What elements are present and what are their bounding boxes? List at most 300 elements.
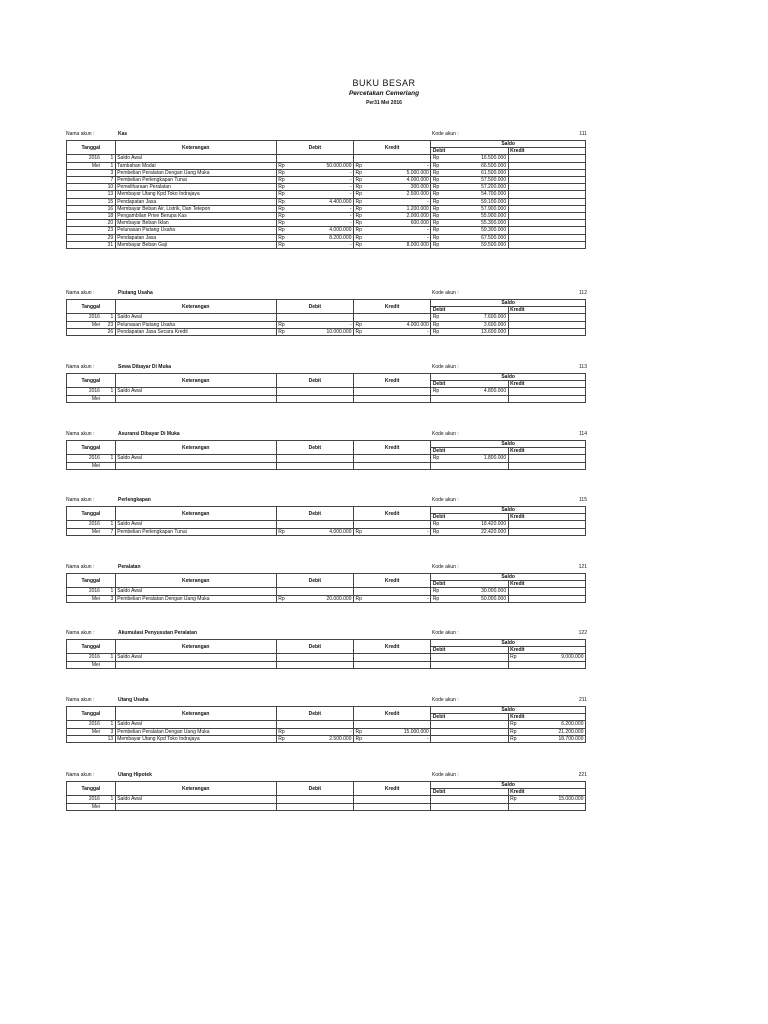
balance-credit-amount xyxy=(521,661,586,668)
credit-currency: Rp xyxy=(354,162,367,169)
balance-debit-currency: Rp xyxy=(431,388,444,395)
entry-day: 1 xyxy=(101,155,115,162)
entry-year-month: Mei xyxy=(67,462,102,469)
entry-year-month: 2016 xyxy=(67,521,102,528)
debit-amount: - xyxy=(289,169,354,176)
debit-amount: - xyxy=(289,241,354,248)
credit-amount: 4.000.000 xyxy=(366,321,431,328)
debit-currency xyxy=(276,588,289,595)
entry-day: 7 xyxy=(101,528,115,535)
balance-debit-header: Debit xyxy=(431,514,508,521)
table-row xyxy=(67,162,586,169)
balance-header: Saldo xyxy=(431,640,586,647)
ledger-table xyxy=(66,299,586,336)
entry-day: 1 xyxy=(101,521,115,528)
balance-credit-currency xyxy=(508,661,521,668)
balance-credit-header: Kredit xyxy=(508,647,585,654)
table-row xyxy=(67,455,586,462)
debit-currency: Rp xyxy=(276,220,289,227)
balance-credit-header: Kredit xyxy=(508,148,585,155)
debit-currency xyxy=(276,721,289,728)
account-name-label: Nama akun : xyxy=(66,697,95,703)
header-row xyxy=(67,640,586,647)
balance-debit-currency: Rp xyxy=(431,198,444,205)
balance-debit-currency: Rp xyxy=(431,321,444,328)
credit-currency: Rp xyxy=(354,728,367,735)
balance-credit-currency: Rp xyxy=(508,796,521,803)
credit-currency: Rp xyxy=(354,177,367,184)
account-code: 121 xyxy=(578,564,587,570)
balance-debit-amount: 3.600.000 xyxy=(444,321,509,328)
credit-currency xyxy=(354,455,367,462)
debit-amount: - xyxy=(289,205,354,212)
entry-day: 13 xyxy=(101,735,115,742)
entry-description: Saldo Awal xyxy=(115,796,276,803)
description-header: Keterangan xyxy=(115,141,276,155)
account-code-label: Kode akun : xyxy=(432,772,459,778)
ledger-account xyxy=(66,364,591,403)
balance-debit-currency: Rp xyxy=(431,528,444,535)
account-name-label: Nama akun : xyxy=(66,497,95,503)
account-code: 112 xyxy=(579,290,587,296)
balance-credit-currency xyxy=(508,198,521,205)
entry-year-month xyxy=(67,169,102,176)
debit-header: Debit xyxy=(276,574,353,588)
debit-amount xyxy=(289,803,354,810)
debit-currency: Rp xyxy=(276,169,289,176)
entry-day: 3 xyxy=(101,595,115,602)
balance-credit-currency xyxy=(508,455,521,462)
description-header: Keterangan xyxy=(115,441,276,455)
balance-debit-currency: Rp xyxy=(431,220,444,227)
debit-currency: Rp xyxy=(276,728,289,735)
description-header: Keterangan xyxy=(115,300,276,314)
debit-currency xyxy=(276,314,289,321)
balance-debit-currency: Rp xyxy=(431,328,444,335)
debit-amount xyxy=(289,721,354,728)
debit-amount xyxy=(289,796,354,803)
table-row xyxy=(67,169,586,176)
balance-debit-currency: Rp xyxy=(431,205,444,212)
debit-currency: Rp xyxy=(276,234,289,241)
entry-day: 1 xyxy=(101,455,115,462)
company-name: Percetakan Cemerlang xyxy=(348,90,420,97)
balance-credit-currency xyxy=(508,595,521,602)
debit-amount xyxy=(289,455,354,462)
account-code-label: Kode akun : xyxy=(432,364,459,370)
balance-debit-currency: Rp xyxy=(431,588,444,595)
credit-amount xyxy=(366,314,431,321)
credit-header: Kredit xyxy=(354,441,431,455)
credit-header: Kredit xyxy=(354,300,431,314)
credit-amount: - xyxy=(366,328,431,335)
table-row xyxy=(67,227,586,234)
balance-credit-header: Kredit xyxy=(508,307,585,314)
credit-amount: - xyxy=(366,595,431,602)
balance-credit-header: Kredit xyxy=(508,514,585,521)
entry-description: Saldo Awal xyxy=(115,155,276,162)
debit-currency: Rp xyxy=(276,328,289,335)
account-code-label: Kode akun : xyxy=(432,131,459,137)
entry-year-month: 2016 xyxy=(67,588,102,595)
entry-day: 1 xyxy=(101,588,115,595)
entry-description: Membayar Beban Air, Listrik, Dan Telepon xyxy=(115,205,276,212)
balance-debit-amount: 59.300.000 xyxy=(444,227,509,234)
description-header: Keterangan xyxy=(115,782,276,796)
balance-credit-amount xyxy=(521,314,586,321)
balance-debit-currency xyxy=(431,728,444,735)
ledger-table xyxy=(66,573,586,603)
credit-amount: 15.000.000 xyxy=(366,728,431,735)
entry-day: 1 xyxy=(101,796,115,803)
balance-debit-amount: 55.900.000 xyxy=(444,213,509,220)
header-row xyxy=(67,374,586,381)
entry-year-month: 2016 xyxy=(67,654,102,661)
entry-description: Saldo Awal xyxy=(115,654,276,661)
account-name-label: Nama akun : xyxy=(66,431,95,437)
ledger-table xyxy=(66,706,586,743)
debit-amount: 8.200.000 xyxy=(289,234,354,241)
balance-credit-header: Kredit xyxy=(508,714,585,721)
ledger-account xyxy=(66,431,591,470)
header-row xyxy=(67,441,586,448)
balance-credit-amount xyxy=(521,588,586,595)
debit-amount xyxy=(289,654,354,661)
entry-description: Pemeliharaan Peralatan xyxy=(115,184,276,191)
ledger-table xyxy=(66,140,586,249)
credit-currency xyxy=(354,314,367,321)
balance-credit-currency: Rp xyxy=(508,654,521,661)
date-header: Tanggal xyxy=(67,507,116,521)
balance-debit-currency xyxy=(431,462,444,469)
credit-amount: 1.200.000 xyxy=(366,205,431,212)
table-row xyxy=(67,395,586,402)
balance-credit-amount xyxy=(521,328,586,335)
entry-day: 29 xyxy=(101,234,115,241)
balance-debit-amount xyxy=(444,728,509,735)
debit-header: Debit xyxy=(276,441,353,455)
debit-amount: 20.000.000 xyxy=(289,595,354,602)
date-header: Tanggal xyxy=(67,441,116,455)
credit-currency: Rp xyxy=(354,227,367,234)
balance-credit-amount xyxy=(521,462,586,469)
table-row xyxy=(67,661,586,668)
table-row xyxy=(67,588,586,595)
balance-debit-currency: Rp xyxy=(431,184,444,191)
ledger-table xyxy=(66,440,586,470)
credit-amount xyxy=(366,155,431,162)
account-info-line xyxy=(66,431,591,440)
credit-amount xyxy=(366,455,431,462)
balance-credit-currency xyxy=(508,155,521,162)
credit-amount xyxy=(366,721,431,728)
balance-debit-amount: 18.420.000 xyxy=(444,521,509,528)
balance-credit-header: Kredit xyxy=(508,381,585,388)
balance-credit-currency xyxy=(508,177,521,184)
entry-year-month xyxy=(67,198,102,205)
balance-credit-currency xyxy=(508,162,521,169)
debit-currency: Rp xyxy=(276,595,289,602)
date-header: Tanggal xyxy=(67,374,116,388)
balance-debit-amount xyxy=(444,395,509,402)
balance-debit-amount: 7.600.000 xyxy=(444,314,509,321)
entry-day: 31 xyxy=(101,241,115,248)
account-name: Peralatan xyxy=(118,564,141,570)
table-row xyxy=(67,220,586,227)
entry-year-month: 2016 xyxy=(67,314,102,321)
credit-currency xyxy=(354,588,367,595)
entry-description xyxy=(115,462,276,469)
balance-debit-amount: 59.100.000 xyxy=(444,198,509,205)
balance-credit-header: Kredit xyxy=(508,581,585,588)
debit-currency: Rp xyxy=(276,213,289,220)
balance-header: Saldo xyxy=(431,782,586,789)
credit-amount: 600.000 xyxy=(366,220,431,227)
balance-debit-currency: Rp xyxy=(431,595,444,602)
entry-year-month: Mei xyxy=(67,661,102,668)
debit-currency xyxy=(276,395,289,402)
debit-currency xyxy=(276,521,289,528)
debit-currency: Rp xyxy=(276,227,289,234)
entry-year-month xyxy=(67,328,102,335)
entry-day: 3 xyxy=(101,169,115,176)
account-info-line xyxy=(66,497,591,506)
balance-debit-amount: 4.800.000 xyxy=(444,388,509,395)
balance-debit-currency: Rp xyxy=(431,191,444,198)
debit-header: Debit xyxy=(276,640,353,654)
page-title: BUKU BESAR xyxy=(352,78,416,88)
entry-year-month: Mei xyxy=(67,528,102,535)
entry-year-month xyxy=(67,205,102,212)
balance-credit-currency xyxy=(508,241,521,248)
account-info-line xyxy=(66,697,591,706)
balance-debit-currency xyxy=(431,661,444,668)
credit-amount: - xyxy=(366,198,431,205)
balance-debit-currency: Rp xyxy=(431,455,444,462)
balance-credit-currency xyxy=(508,321,521,328)
entry-year-month: Mei xyxy=(67,395,102,402)
balance-credit-header: Kredit xyxy=(508,789,585,796)
debit-amount: - xyxy=(289,728,354,735)
account-name: Utang Usaha xyxy=(118,697,149,703)
balance-credit-header: Kredit xyxy=(508,448,585,455)
entry-description: Membayar Beban Gaji xyxy=(115,241,276,248)
entry-year-month: Mei xyxy=(67,728,102,735)
credit-amount: 5.000.000 xyxy=(366,169,431,176)
date-header: Tanggal xyxy=(67,782,116,796)
balance-credit-currency xyxy=(508,388,521,395)
credit-currency xyxy=(354,395,367,402)
credit-amount xyxy=(366,803,431,810)
balance-debit-currency: Rp xyxy=(431,521,444,528)
entry-description: Saldo Awal xyxy=(115,455,276,462)
balance-debit-currency: Rp xyxy=(431,241,444,248)
credit-currency: Rp xyxy=(354,205,367,212)
table-row xyxy=(67,198,586,205)
debit-currency: Rp xyxy=(276,735,289,742)
credit-amount: - xyxy=(366,162,431,169)
credit-currency xyxy=(354,796,367,803)
balance-header: Saldo xyxy=(431,574,586,581)
entry-description: Pembelian Peralatan Dengan Uang Muka xyxy=(115,728,276,735)
account-code-label: Kode akun : xyxy=(432,431,459,437)
entry-year-month: Mei xyxy=(67,321,102,328)
balance-debit-currency xyxy=(431,395,444,402)
entry-description: Membayar Utang Kpd Toko Indrajaya xyxy=(115,191,276,198)
account-code: 115 xyxy=(579,497,587,503)
entry-year-month xyxy=(67,177,102,184)
debit-amount: 4.000.000 xyxy=(289,528,354,535)
entry-year-month: Mei xyxy=(67,595,102,602)
header-row xyxy=(67,782,586,789)
entry-description xyxy=(115,395,276,402)
credit-currency xyxy=(354,388,367,395)
credit-amount: 2.000.000 xyxy=(366,213,431,220)
balance-credit-amount xyxy=(521,169,586,176)
balance-credit-currency xyxy=(508,213,521,220)
description-header: Keterangan xyxy=(115,707,276,721)
ledger-account xyxy=(66,564,591,603)
ledger-table xyxy=(66,506,586,536)
credit-amount: 8.000.000 xyxy=(366,241,431,248)
credit-currency xyxy=(354,155,367,162)
balance-debit-amount: 13.600.000 xyxy=(444,328,509,335)
balance-credit-amount: 9.000.000 xyxy=(521,654,586,661)
balance-credit-amount: 6.200.000 xyxy=(521,721,586,728)
entry-day: 1 xyxy=(101,314,115,321)
balance-credit-currency xyxy=(508,528,521,535)
table-row xyxy=(67,191,586,198)
balance-debit-amount: 50.000.000 xyxy=(444,595,509,602)
entry-description: Pendapatan Jasa xyxy=(115,234,276,241)
entry-description: Saldo Awal xyxy=(115,314,276,321)
account-info-line xyxy=(66,630,591,639)
ledger-account xyxy=(66,772,591,811)
balance-debit-amount: 22.420.000 xyxy=(444,528,509,535)
credit-header: Kredit xyxy=(354,574,431,588)
debit-currency xyxy=(276,796,289,803)
balance-header: Saldo xyxy=(431,300,586,307)
balance-debit-amount xyxy=(444,661,509,668)
balance-debit-currency xyxy=(431,721,444,728)
header-row xyxy=(67,707,586,714)
balance-debit-currency xyxy=(431,796,444,803)
table-row xyxy=(67,205,586,212)
entry-description: Membayar Utang Kpd Toko Indrajaya xyxy=(115,735,276,742)
credit-currency xyxy=(354,661,367,668)
header-row xyxy=(67,141,586,148)
balance-credit-amount xyxy=(521,455,586,462)
debit-amount: - xyxy=(289,213,354,220)
entry-description: Saldo Awal xyxy=(115,721,276,728)
credit-amount xyxy=(366,661,431,668)
debit-header: Debit xyxy=(276,782,353,796)
balance-debit-amount: 66.500.000 xyxy=(444,162,509,169)
balance-credit-currency: Rp xyxy=(508,728,521,735)
balance-debit-header: Debit xyxy=(431,448,508,455)
table-row xyxy=(67,721,586,728)
debit-amount xyxy=(289,462,354,469)
table-row xyxy=(67,803,586,810)
balance-credit-currency xyxy=(508,521,521,528)
entry-description: Saldo Awal xyxy=(115,521,276,528)
ledger-table xyxy=(66,781,586,811)
debit-amount: 10.000.000 xyxy=(289,328,354,335)
balance-credit-amount xyxy=(521,205,586,212)
debit-amount: - xyxy=(289,177,354,184)
debit-amount xyxy=(289,588,354,595)
entry-day: 10 xyxy=(101,184,115,191)
entry-year-month: Mei xyxy=(67,803,102,810)
account-info-line xyxy=(66,364,591,373)
balance-credit-currency xyxy=(508,169,521,176)
table-row xyxy=(67,388,586,395)
debit-currency xyxy=(276,462,289,469)
description-header: Keterangan xyxy=(115,640,276,654)
debit-currency: Rp xyxy=(276,198,289,205)
balance-credit-amount xyxy=(521,177,586,184)
account-info-line xyxy=(66,564,591,573)
entry-year-month: 2016 xyxy=(67,721,102,728)
ledger-account xyxy=(66,497,591,536)
table-row xyxy=(67,241,586,248)
account-name: Utang Hipotek xyxy=(118,772,152,778)
credit-currency xyxy=(354,803,367,810)
balance-credit-currency xyxy=(508,588,521,595)
debit-currency xyxy=(276,388,289,395)
balance-debit-amount: 30.000.000 xyxy=(444,588,509,595)
ledger-account xyxy=(66,131,591,249)
ledger-account xyxy=(66,697,591,743)
balance-debit-amount xyxy=(444,462,509,469)
credit-amount: - xyxy=(366,234,431,241)
balance-credit-currency xyxy=(508,191,521,198)
debit-amount: - xyxy=(289,321,354,328)
credit-currency: Rp xyxy=(354,220,367,227)
entry-day xyxy=(101,395,115,402)
account-code: 114 xyxy=(579,431,587,437)
debit-currency: Rp xyxy=(276,205,289,212)
credit-currency xyxy=(354,654,367,661)
account-name: Akumulasi Penyusutan Peralatan xyxy=(118,630,197,636)
balance-credit-currency xyxy=(508,234,521,241)
credit-amount: - xyxy=(366,227,431,234)
account-name-label: Nama akun : xyxy=(66,772,95,778)
credit-currency: Rp xyxy=(354,198,367,205)
account-info-line xyxy=(66,772,591,781)
entry-year-month: 2016 xyxy=(67,796,102,803)
account-code-label: Kode akun : xyxy=(432,630,459,636)
credit-header: Kredit xyxy=(354,507,431,521)
balance-credit-amount xyxy=(521,220,586,227)
balance-credit-amount xyxy=(521,184,586,191)
table-row xyxy=(67,796,586,803)
balance-debit-currency: Rp xyxy=(431,234,444,241)
entry-day: 3 xyxy=(101,728,115,735)
debit-amount: 4.000.000 xyxy=(289,227,354,234)
account-name-label: Nama akun : xyxy=(66,564,95,570)
entry-day: 15 xyxy=(101,198,115,205)
debit-currency xyxy=(276,155,289,162)
entry-day: 23 xyxy=(101,227,115,234)
balance-debit-amount: 57.200.000 xyxy=(444,184,509,191)
balance-debit-amount: 57.500.000 xyxy=(444,177,509,184)
entry-year-month: 2016 xyxy=(67,388,102,395)
credit-amount xyxy=(366,796,431,803)
balance-debit-currency: Rp xyxy=(431,227,444,234)
balance-debit-header: Debit xyxy=(431,714,508,721)
header-row xyxy=(67,574,586,581)
